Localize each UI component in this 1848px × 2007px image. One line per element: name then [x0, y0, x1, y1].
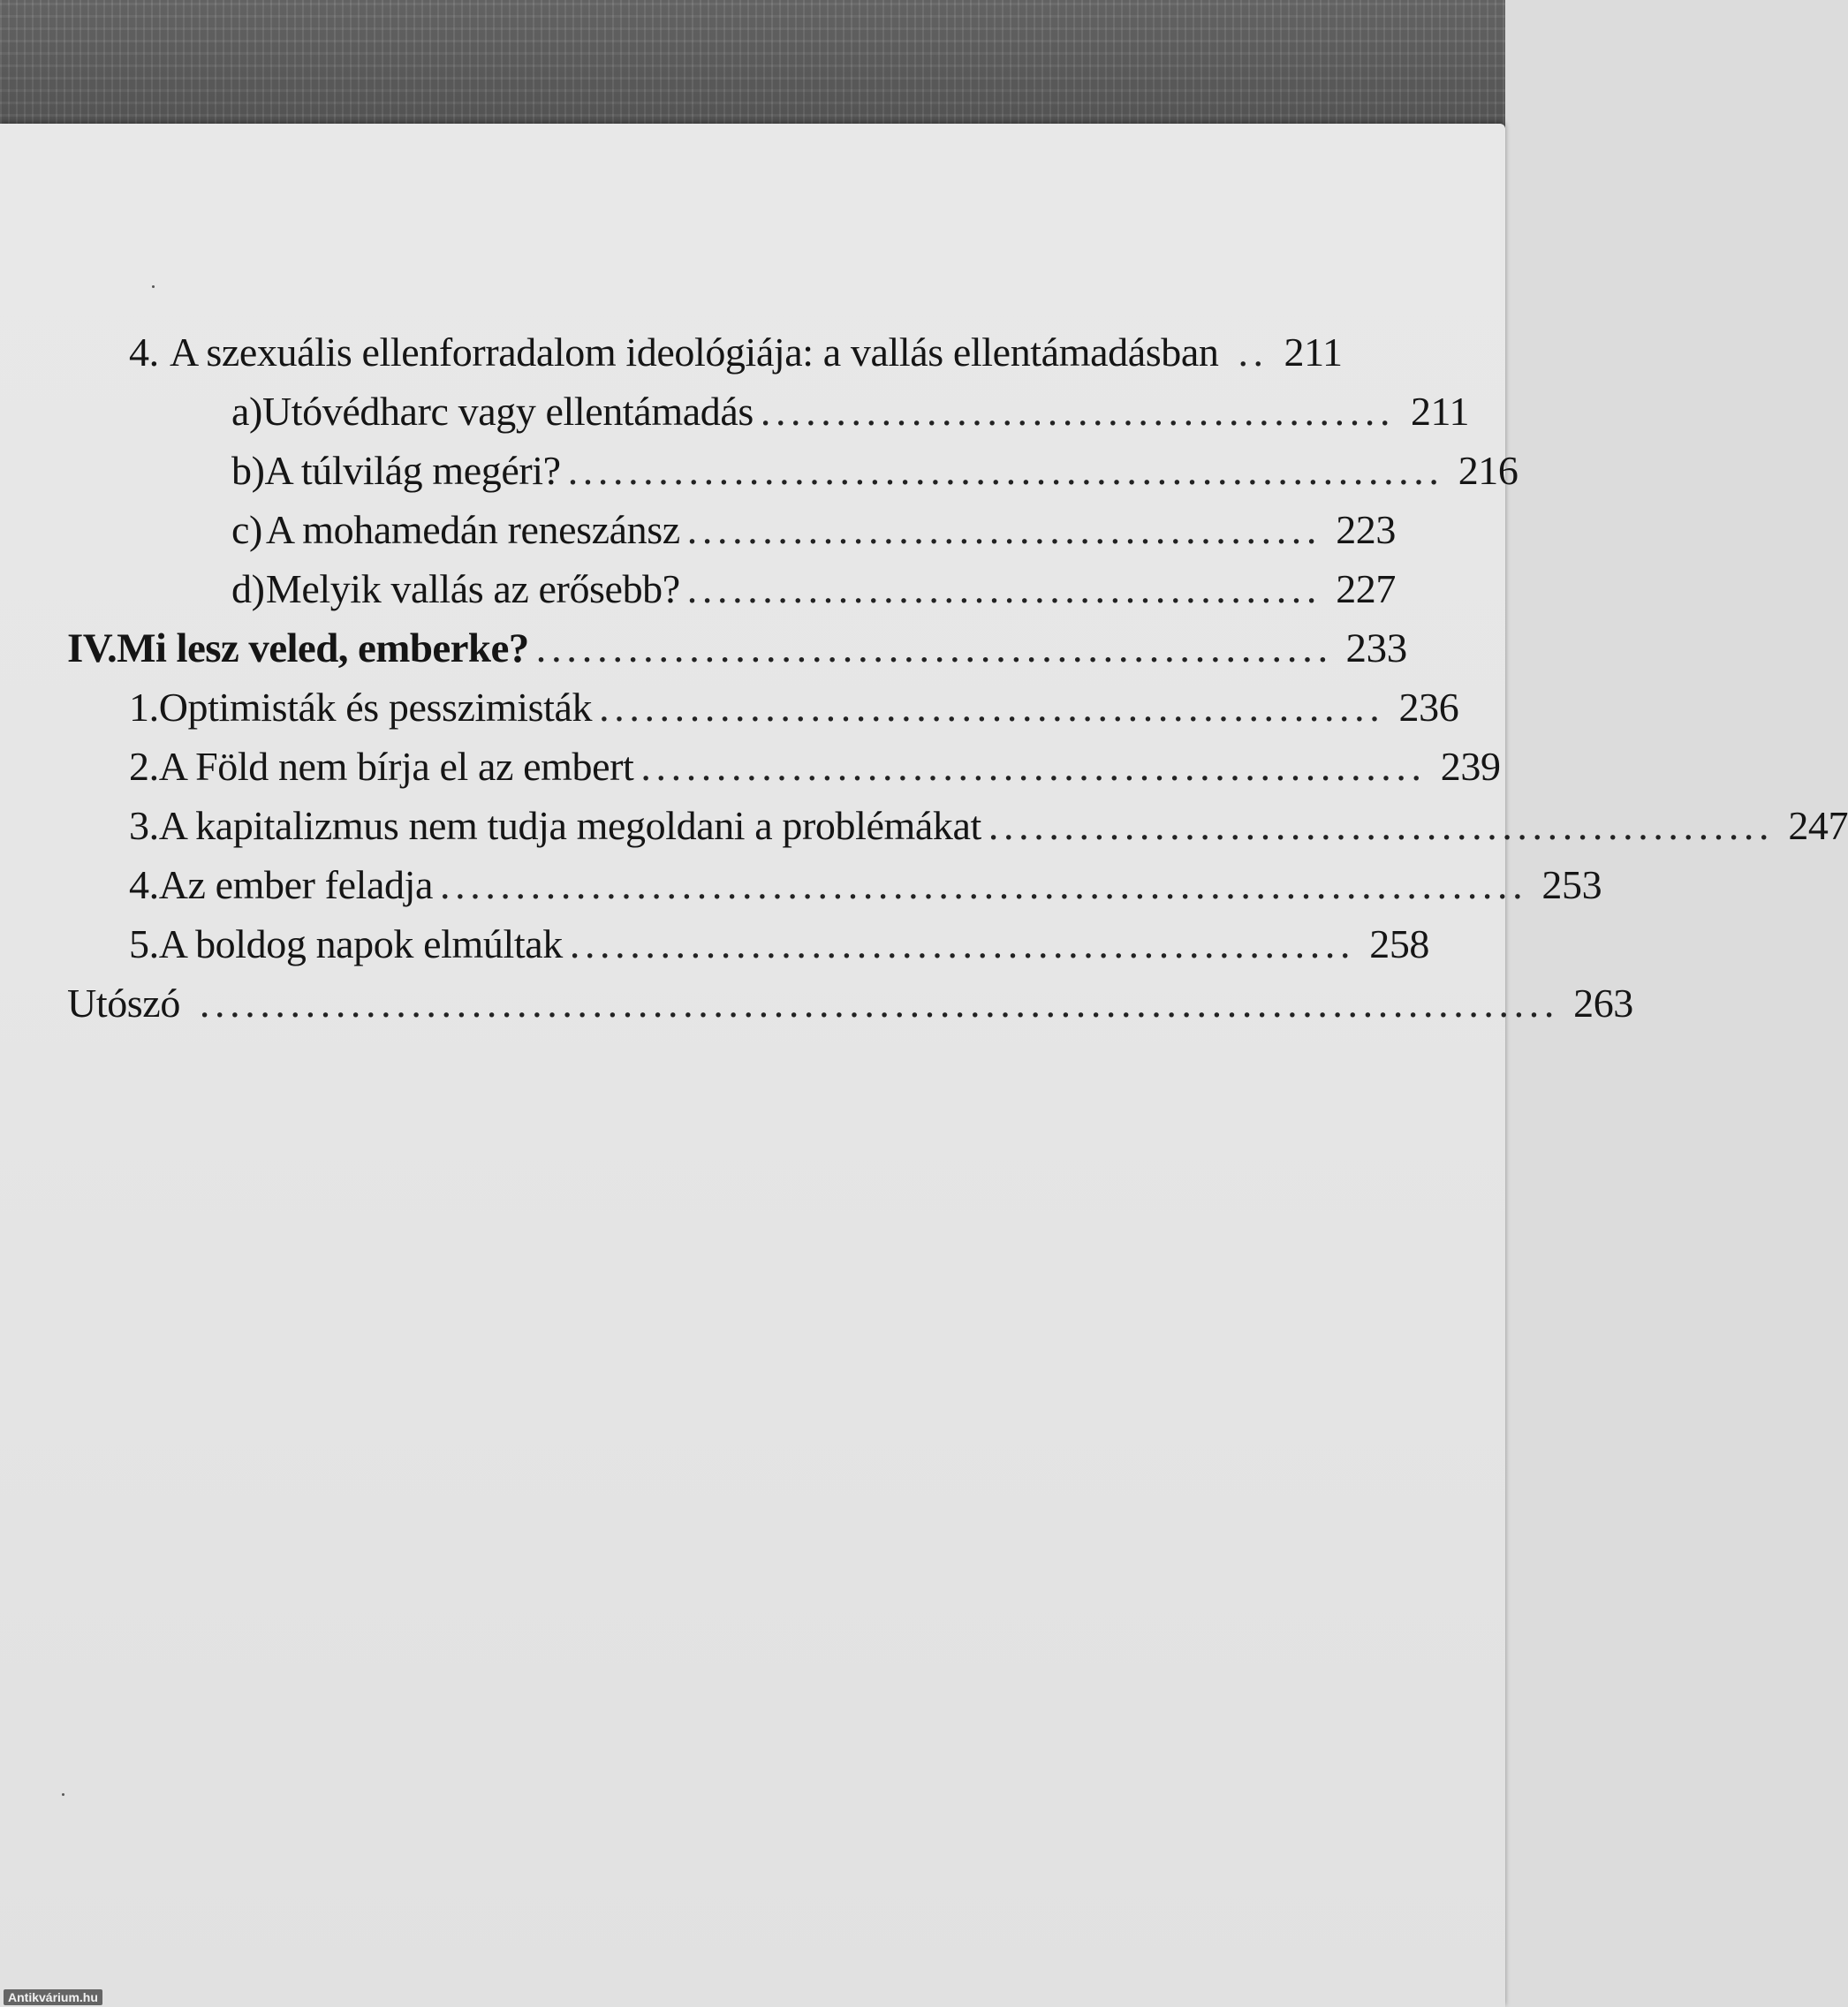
toc-entry-page: 227	[1336, 566, 1396, 611]
toc-entry-c-renaissance[interactable]	[231, 503, 1396, 557]
toc-entry-number: 4.	[129, 862, 159, 907]
dot-leader: ....................................................	[988, 803, 1775, 848]
paper-speck	[152, 285, 155, 288]
toc-entry-page: 247	[1788, 803, 1848, 848]
background-surface	[0, 0, 1505, 141]
toc-chapter-title: Mi lesz veled, emberke?	[117, 625, 529, 671]
toc-entry-number: b)	[231, 448, 265, 493]
dot-leader: ..........................................................	[567, 448, 1444, 493]
toc-entry-page: 223	[1336, 507, 1396, 552]
dot-leader: ..........................................	[686, 507, 1322, 552]
toc-entry-title: Utóvédharc vagy ellentámadás	[261, 389, 754, 434]
toc-entry-title: A Föld nem bírja el az embert	[158, 744, 634, 789]
dot-leader: ....................................................	[569, 921, 1356, 966]
dot-leader: ....................................................	[640, 744, 1427, 789]
watermark-label: Antikvárium.hu	[4, 1989, 102, 2005]
toc-entry-number: a)	[231, 389, 262, 434]
toc-entry-title: A szexuális ellenforradalom ideológiája: a vallás ellentámadásban	[170, 329, 1219, 375]
toc-entry-page: 263	[1573, 981, 1633, 1026]
toc-entry-page: 258	[1369, 921, 1430, 966]
toc-entry-page: 236	[1398, 685, 1459, 730]
toc-entry-title: Optimisták és pesszimisták	[158, 685, 593, 730]
toc-entry-number: c)	[231, 507, 262, 552]
toc-entry-number: 1.	[129, 685, 159, 730]
paper-speck	[62, 1793, 64, 1796]
toc-entry-afterword[interactable]	[67, 976, 1633, 1031]
toc-entry-title: Utószó	[67, 981, 180, 1026]
toc-entry-1-optimists[interactable]	[129, 680, 1459, 735]
toc-entry-number: 2.	[129, 744, 159, 789]
toc-entry-page: 216	[1458, 448, 1519, 493]
dot-leader: ..........................................	[760, 389, 1396, 434]
toc-entry-title: A boldog napok elmúltak	[158, 921, 563, 966]
toc-entry-title: A túlvilág megéri?	[264, 448, 561, 493]
toc-chapter-number: IV.	[67, 625, 117, 671]
toc-entry-page: 253	[1541, 862, 1602, 907]
toc-chapter-iv[interactable]	[67, 621, 1407, 676]
dot-leader: ....................................................	[535, 625, 1333, 671]
toc-entry-number: 4.	[129, 329, 159, 375]
toc-entry-4-ideology[interactable]	[129, 325, 1392, 380]
toc-entry-number: d)	[231, 566, 265, 611]
toc-entry-5-happy-days[interactable]	[129, 917, 1430, 972]
dot-leader: ....................................................	[599, 685, 1385, 730]
dot-leader: ..	[1238, 329, 1269, 375]
toc-entry-page: 211	[1410, 389, 1470, 434]
toc-entry-number: 3.	[129, 803, 159, 848]
toc-entry-2-earth[interactable]	[129, 739, 1501, 794]
toc-entry-title: Melyik vallás az erősebb?	[265, 566, 680, 611]
toc-entry-d-strongest[interactable]	[231, 562, 1396, 617]
toc-entry-4-gives-up[interactable]	[129, 858, 1602, 913]
dot-leader: ..........................................	[686, 566, 1322, 611]
toc-entry-b-afterlife[interactable]	[231, 443, 1519, 498]
toc-entry-title: Az ember feladja	[158, 862, 434, 907]
toc-entry-page: 211	[1284, 329, 1343, 375]
toc-entry-number: 5.	[129, 921, 159, 966]
toc-entry-a-rearguard[interactable]	[231, 384, 1470, 439]
toc-entry-title: A mohamedán reneszánsz	[265, 507, 680, 552]
toc-entry-title: A kapitalizmus nem tudja megoldani a problémákat	[158, 803, 981, 848]
toc-entry-page: 239	[1440, 744, 1501, 789]
dot-leader: ........................................................................	[440, 862, 1528, 907]
toc-entry-page: 233	[1345, 625, 1407, 671]
toc-entry-3-capitalism[interactable]	[129, 799, 1848, 853]
dot-leader: ..........................................................................................	[199, 981, 1559, 1026]
